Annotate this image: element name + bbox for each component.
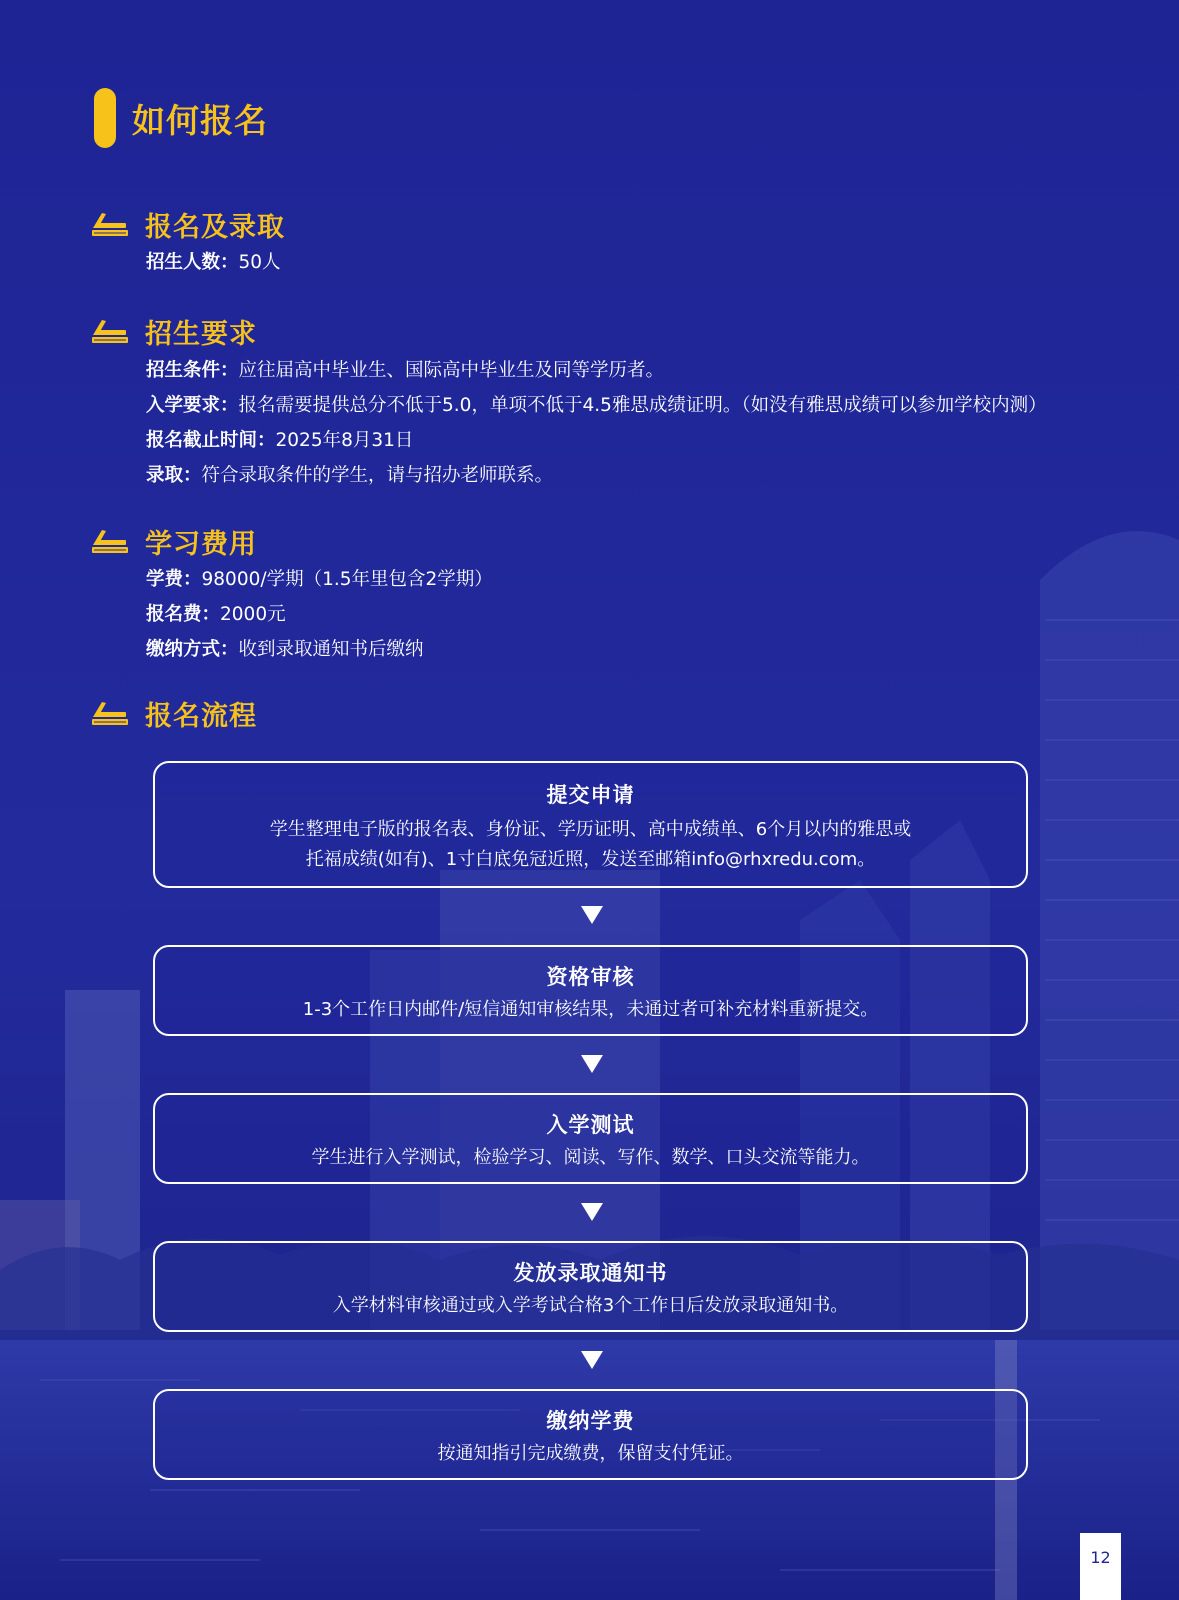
info-label: 招生人数：	[146, 252, 239, 273]
flow-step-line: 学生进行入学测试，检验学习、阅读、写作、数学、口头交流等能力。	[311, 1147, 870, 1168]
section-title: 招生要求	[145, 319, 257, 350]
info-value: 2000元	[220, 604, 286, 625]
info-label: 录取：	[146, 465, 202, 486]
page-number: 12	[1080, 1533, 1121, 1600]
info-label: 报名截止时间：	[146, 430, 276, 451]
info-line	[146, 635, 424, 661]
flow-step	[153, 945, 1028, 1036]
flow-step-line: 托福成绩(如有)、1寸白底免冠近照，发送至邮箱info@rhxredu.com。	[305, 849, 876, 870]
section-heading	[90, 522, 257, 561]
flow-step-title: 发放录取通知书	[513, 1261, 668, 1285]
page-heading	[94, 88, 268, 148]
flow-step-title: 提交申请	[546, 783, 635, 807]
info-value: 收到录取通知书后缴纳	[238, 639, 424, 660]
down-arrow-icon	[581, 1055, 603, 1073]
info-line	[146, 426, 413, 452]
info-label: 学费：	[146, 569, 202, 590]
book-stack-icon	[90, 212, 130, 238]
section-heading	[90, 694, 257, 733]
book-stack-icon	[90, 529, 130, 555]
flow-step-title: 资格审核	[546, 965, 635, 989]
info-label: 入学要求：	[146, 395, 239, 416]
flow-step-line: 1-3个工作日内邮件/短信通知审核结果，未通过者可补充材料重新提交。	[302, 999, 879, 1020]
info-value: 98000/学期（1.5年里包含2学期）	[201, 569, 493, 590]
flow-step-line: 按通知指引完成缴费，保留支付凭证。	[437, 1443, 744, 1464]
info-value: 50人	[238, 252, 281, 273]
section-title: 报名流程	[145, 701, 257, 732]
flow-step-title: 缴纳学费	[546, 1409, 635, 1433]
info-line	[146, 600, 286, 626]
flow-step-line: 学生整理电子版的报名表、身份证、学历证明、高中成绩单、6个月以内的雅思或	[269, 819, 912, 840]
flow-step-line: 入学材料审核通过或入学考试合格3个工作日后发放录取通知书。	[332, 1295, 849, 1316]
down-arrow-icon	[581, 906, 603, 924]
section-heading	[90, 312, 257, 351]
section-heading	[90, 205, 285, 244]
info-line	[146, 565, 493, 591]
info-value: 符合录取条件的学生，请与招办老师联系。	[201, 465, 554, 486]
info-label: 缴纳方式：	[146, 639, 239, 660]
info-value: 2025年8月31日	[275, 430, 414, 451]
flow-step	[153, 1241, 1028, 1332]
info-label: 招生条件：	[146, 360, 239, 381]
info-line	[146, 391, 1047, 417]
section-title: 报名及录取	[145, 212, 285, 243]
page-title: 如何报名	[132, 100, 268, 140]
flow-step	[153, 761, 1028, 888]
info-line	[146, 461, 553, 487]
info-label: 报名费：	[146, 604, 221, 625]
flow-step	[153, 1093, 1028, 1184]
flow-step-title: 入学测试	[546, 1113, 635, 1137]
down-arrow-icon	[581, 1351, 603, 1369]
book-stack-icon	[90, 319, 130, 345]
title-accent-bar	[94, 88, 116, 148]
flow-step	[153, 1389, 1028, 1480]
down-arrow-icon	[581, 1203, 603, 1221]
book-stack-icon	[90, 701, 130, 727]
info-line	[146, 248, 281, 274]
info-line	[146, 356, 664, 382]
section-title: 学习费用	[145, 529, 257, 560]
info-value: 报名需要提供总分不低于5.0，单项不低于4.5雅思成绩证明。（如没有雅思成绩可以参加学校内测）	[238, 395, 1047, 416]
info-value: 应往届高中毕业生、国际高中毕业生及同等学历者。	[238, 360, 665, 381]
